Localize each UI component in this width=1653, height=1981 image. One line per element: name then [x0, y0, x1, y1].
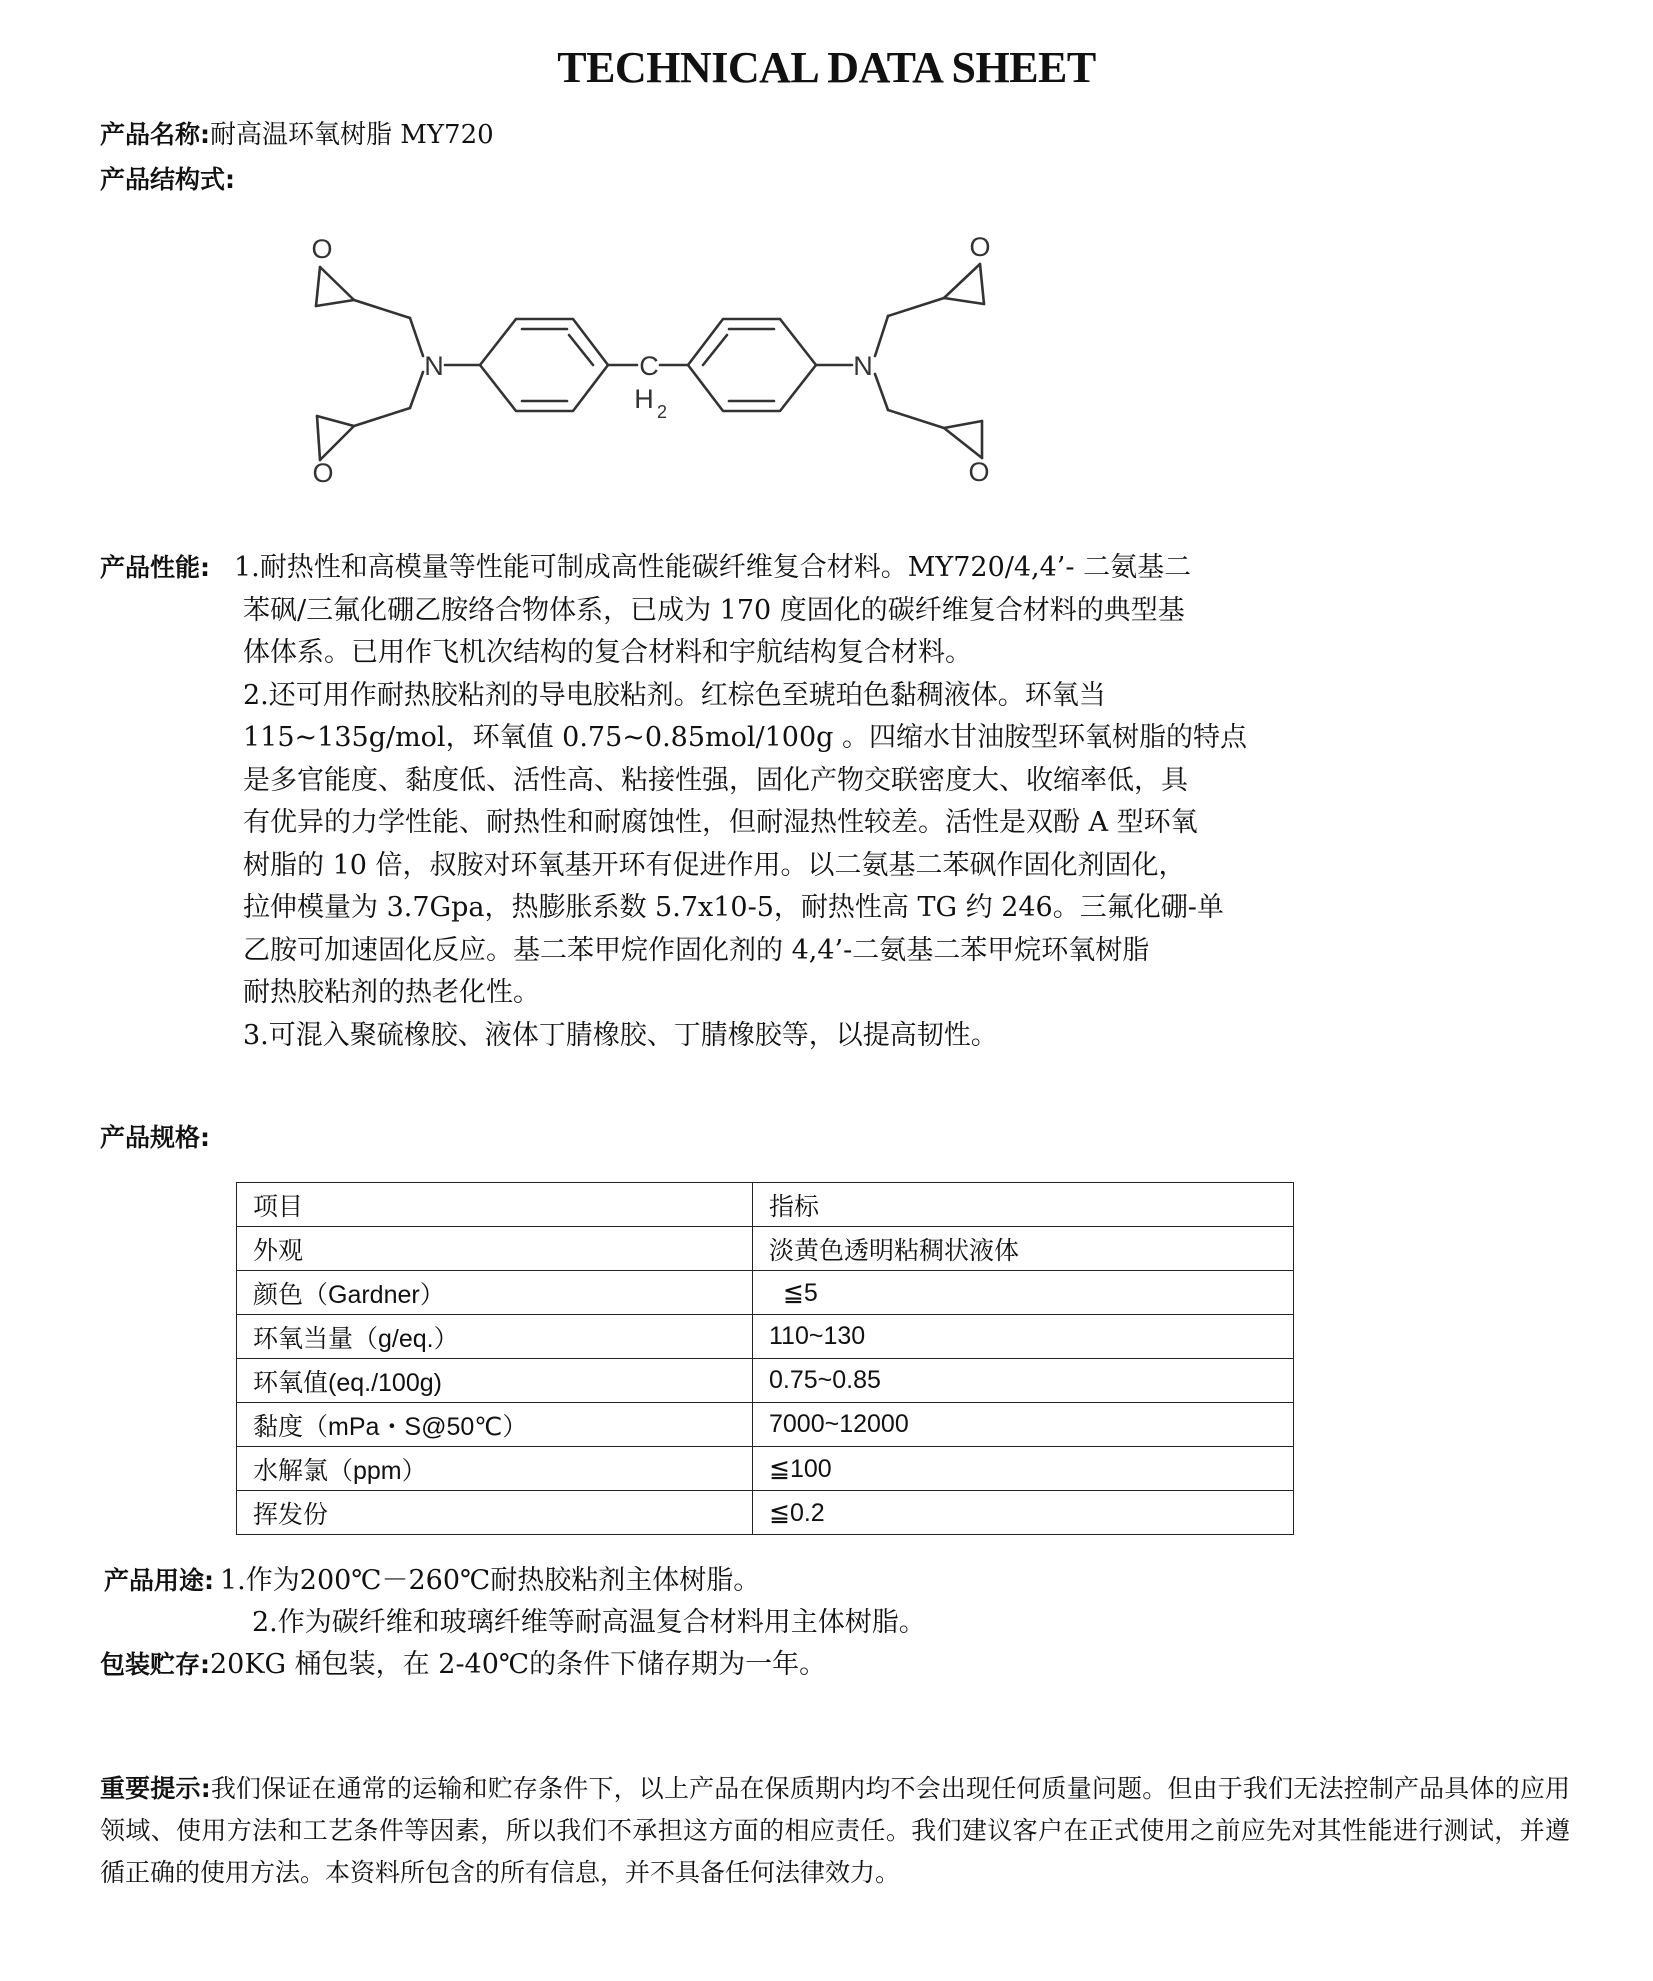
performance-line: 1.耐热性和高模量等性能可制成高性能碳纤维复合材料。MY720/4,4’- 二氨基二 [234, 552, 1192, 583]
product-name-value: 耐高温环氧树脂 MY720 [210, 120, 494, 150]
table-row [237, 1315, 1294, 1359]
performance-line: 是多官能度、黏度低、活性高、粘接性强，固化产物交联密度大、收缩率低，具 [243, 764, 1188, 796]
table-cell: ≦0.2 [753, 1491, 1294, 1535]
table-cell: 7000~12000 [753, 1403, 1294, 1447]
table-cell: 110~130 [753, 1315, 1294, 1359]
usage-label: 产品用途: [104, 1566, 214, 1595]
spec-label: 产品规格: [100, 1123, 210, 1152]
performance-item-2 [243, 675, 1247, 1015]
notice-text: 我们保证在通常的运输和贮存条件下，以上产品在保质期内均不会出现任何质量问题。但由于我们无法控制产品具体的应用领域、使用方法和工艺条件等因素，所以我们不承担这方面的相应责任。我们建议客户在正式使用之前应先对其性能进行测试，并遵循正确的使用方法。本资料所包含的所有信息，并不具备任何法律效力。 [100, 1774, 1570, 1887]
table-cell: 环氧当量（g/eq.） [237, 1315, 753, 1359]
atom-h-bridge: H [634, 384, 654, 414]
table-cell: 外观 [237, 1227, 753, 1271]
spec-table [236, 1182, 1294, 1535]
table-cell: 挥发份 [237, 1491, 753, 1535]
performance-line: 乙胺可加速固化反应。基二苯甲烷作固化剂的 4,4’-二氨基二苯甲烷环氧树脂 [243, 934, 1150, 966]
performance-item-1 [234, 547, 1247, 675]
table-row [237, 1227, 1294, 1271]
product-name-label: 产品名称: [100, 120, 210, 149]
usage-item: 2.作为碳纤维和玻璃纤维等耐高温复合材料用主体树脂。 [252, 1607, 926, 1638]
table-row [237, 1403, 1294, 1447]
spec-line [100, 1121, 210, 1155]
atom-c-bridge: C [639, 351, 659, 381]
atom-n-left: N [424, 351, 444, 381]
performance-line: 苯砜/三氟化硼乙胺络合物体系，已成为 170 度固化的碳纤维复合材料的典型基 [243, 594, 1185, 626]
table-row [237, 1447, 1294, 1491]
performance-line: 有优异的力学性能、耐热性和耐腐蚀性，但耐湿热性较差。活性是双酚 A 型环氧 [243, 807, 1198, 838]
usage-item: 1.作为200℃－260℃耐热胶粘剂主体树脂。 [220, 1565, 761, 1596]
performance-body [234, 547, 1247, 1057]
performance-line: 3.可混入聚硫橡胶、液体丁腈橡胶、丁腈橡胶等，以提高韧性。 [243, 1019, 998, 1051]
performance-label: 产品性能: [100, 553, 210, 582]
atom-o-right-top: O [969, 232, 991, 262]
performance-line: 115~135g/mol，环氧值 0.75~0.85mol/100g 。四缩水甘油胺型环氧树脂的特点 [243, 722, 1247, 753]
table-cell: 黏度（mPa・S@50℃） [237, 1403, 753, 1447]
performance-item-3 [243, 1015, 1247, 1058]
packaging-value: 20KG 桶包装，在 2-40℃的条件下储存期为一年。 [210, 1649, 827, 1680]
performance-line: 2.还可用作耐热胶粘剂的导电胶粘剂。红棕色至琥珀色黏稠液体。环氧当 [243, 679, 1106, 711]
table-cell: 环氧值(eq./100g) [237, 1359, 753, 1403]
atom-o-left-top: O [311, 234, 333, 264]
atom-o-right-bottom: O [968, 457, 990, 487]
table-cell: 淡黄色透明粘稠状液体 [753, 1227, 1294, 1271]
table-cell: 项目 [237, 1183, 753, 1227]
table-row [237, 1183, 1294, 1227]
packaging-label: 包装贮存: [100, 1650, 210, 1679]
notice-label: 重要提示: [100, 1774, 211, 1803]
performance-line: 耐热胶粘剂的热老化性。 [243, 977, 540, 1008]
table-row [237, 1359, 1294, 1403]
structure-line [100, 163, 235, 197]
atom-o-left-bottom: O [312, 458, 334, 488]
usage-section [104, 1560, 926, 1644]
notice-section [100, 1768, 1570, 1894]
product-name-line [100, 118, 494, 152]
table-cell: 水解氯（ppm） [237, 1447, 753, 1491]
atom-h-subscript: 2 [656, 402, 668, 422]
performance-line: 体体系。已用作飞机次结构的复合材料和宇航结构复合材料。 [243, 637, 972, 668]
table-cell: 0.75~0.85 [753, 1359, 1294, 1403]
performance-line: 树脂的 10 倍，叔胺对环氧基开环有促进作用。以二氨基二苯砜作固化剂固化， [243, 849, 1186, 881]
table-row [237, 1271, 1294, 1315]
page-title: TECHNICAL DATA SHEET [557, 43, 1096, 92]
table-cell: ≦100 [753, 1447, 1294, 1491]
packaging-line [100, 1644, 826, 1686]
table-row [237, 1491, 1294, 1535]
performance-line: 拉伸模量为 3.7Gpa，热膨胀系数 5.7x10-5，耐热性高 TG 约 246。三氟化硼-单 [243, 892, 1224, 923]
table-cell: ≦5 [753, 1271, 1294, 1315]
chemical-structure [290, 222, 1010, 512]
structure-label: 产品结构式: [100, 165, 235, 194]
table-cell: 指标 [753, 1183, 1294, 1227]
table-cell: 颜色（Gardner） [237, 1271, 753, 1315]
atom-n-right: N [853, 351, 873, 381]
